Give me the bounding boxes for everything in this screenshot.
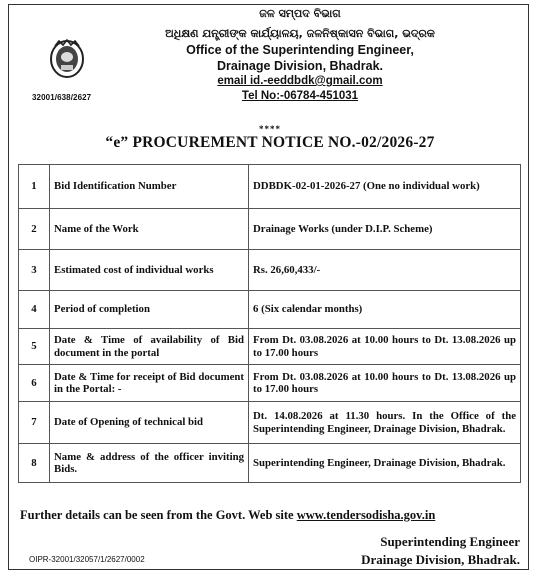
row-item-label: Date & Time for receipt of Bid document in the Portal: - [50,365,249,402]
row-item-label: Date of Opening of technical bid [50,402,249,444]
separator-stars: **** [259,124,281,134]
department-odia: ଜଳ ସମ୍ପଦ ବିଭାଗ [259,7,341,20]
row-serial-number: 5 [19,329,50,365]
row-item-label: Period of completion [50,291,249,329]
reference-number: 32001/638/2627 [32,93,92,102]
row-item-value: DDBDK-02-01-2026-27 (One no individual work) [249,165,521,209]
row-item-label: Date & Time of availability of Bid document in the portal [50,329,249,365]
row-serial-number: 7 [19,402,50,444]
row-item-label: Name of the Work [50,209,249,250]
website-link[interactable]: www.tendersodisha.gov.in [296,508,436,522]
row-item-value: From Dt. 03.08.2026 at 10.00 hours to Dt. 13.08.2026 up to 17.00 hours [249,365,521,402]
odisha-emblem-icon [47,37,87,81]
office-name-line2: Drainage Division, Bhadrak. [216,59,384,73]
row-item-label: Name & address of the officer inviting Bids. [50,444,249,483]
signatory-office: Drainage Division, Bhadrak. [361,552,520,567]
row-item-label: Bid Identification Number [50,165,249,209]
office-name-line1: Office of the Superintending Engineer, [186,43,414,57]
table-row [19,444,521,483]
telephone-number: Tel No:-06784-451031 [241,90,359,102]
row-serial-number: 4 [19,291,50,329]
row-serial-number: 8 [19,444,50,483]
row-item-value: Superintending Engineer, Drainage Division, Bhadrak. [249,444,521,483]
table-row [19,365,521,402]
row-serial-number: 2 [19,209,50,250]
signature-block [361,533,520,569]
row-item-value: Dt. 14.08.2026 at 11.30 hours. In the Office of the Superintending Engineer, Drainage Division, Bhadrak. [249,402,521,444]
signatory-designation: Superintending Engineer [380,534,520,549]
table-row [19,329,521,365]
row-item-value: From Dt. 03.08.2026 at 10.00 hours to Dt. 13.08.2026 up to 17.00 hours [249,329,521,365]
row-item-value: 6 (Six calendar months) [249,291,521,329]
further-details-note [20,508,435,523]
row-serial-number: 6 [19,365,50,402]
table-row [19,165,521,209]
notice-title: “e” PROCUREMENT NOTICE NO.-02/2026-27 [105,134,435,151]
row-item-value: Drainage Works (under D.I.P. Scheme) [249,209,521,250]
table-row [19,291,521,329]
table-row [19,209,521,250]
row-serial-number: 3 [19,250,50,291]
bid-details-table [18,164,521,483]
office-odia: ଅଧିକ୍ଷଣ ଯନ୍ତ୍ରୀଙ୍କ କାର୍ଯ୍ୟାଳୟ, ଜଳନିଷ୍କାସନ ବିଭାଗ, ଭଦ୍ରକ [165,27,435,40]
email-link[interactable]: email id.-eeddbdk@gmail.com [217,75,383,87]
table-row [19,250,521,291]
row-item-value: Rs. 26,60,433/- [249,250,521,291]
table-row [19,402,521,444]
row-item-label: Estimated cost of individual works [50,250,249,291]
row-serial-number: 1 [19,165,50,209]
letterhead [100,6,500,104]
further-details-text: Further details can be seen from the Govt. Web site [20,508,297,522]
oipr-number: OIPR-32001/32057/1/2627/0002 [29,555,145,564]
